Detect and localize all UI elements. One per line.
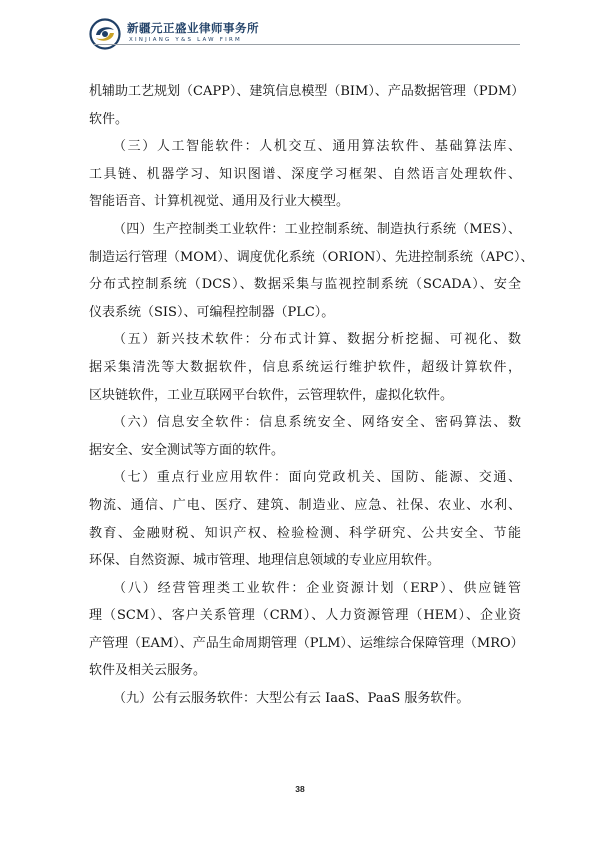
- text-line: 物流、通信、广电、医疗、建筑、制造业、应急、社保、农业、水利、: [89, 497, 521, 513]
- page-header: [89, 18, 519, 52]
- text-line: 产管理（EAM）、产品生命周期管理（PLM）、运维综合保障管理（MRO）: [89, 635, 524, 651]
- text-line: （四）生产控制类工业软件：工业控制系统、制造执行系统（MES）、: [113, 221, 521, 237]
- header-divider: [94, 44, 520, 45]
- text-line: 软件及相关云服务。: [89, 663, 207, 679]
- text-line: （五）新兴技术软件：分布式计算、数据分析挖掘、可视化、数: [113, 332, 521, 348]
- text-line: 理（SCM）、客户关系管理（CRM）、人力资源管理（HEM）、企业资: [89, 608, 521, 624]
- text-line: 软件。: [89, 111, 129, 127]
- text-line: （九）公有云服务软件：大型公有云 IaaS、PaaS 服务软件。: [113, 691, 470, 707]
- text-line: 工具链、机器学习、知识图谱、深度学习框架、自然语言处理软件、: [89, 166, 521, 182]
- text-line: 区块链软件，工业互联网平台软件，云管理软件，虚拟化软件。: [89, 387, 454, 403]
- law-firm-logo-icon: [89, 18, 121, 50]
- text-line: 分布式控制系统（DCS）、数据采集与监视控制系统（SCADA）、安全: [89, 277, 521, 293]
- firm-name-cn: 新疆元正盛业律师事务所: [127, 21, 259, 35]
- text-line: （六）信息安全软件：信息系统安全、网络安全、密码算法、数: [113, 415, 521, 431]
- text-line: 据采集清洗等大数据软件，信息系统运行维护软件，超级计算软件，: [89, 359, 521, 375]
- firm-name-en: XINJIANG Y&S LAW FIRM: [129, 37, 242, 43]
- text-line: 机辅助工艺规划（CAPP）、建筑信息模型（BIM）、产品数据管理（PDM）: [89, 84, 525, 99]
- text-line: 制造运行管理（MOM）、调度优化系统（ORION）、先进控制系统（APC）、: [89, 249, 534, 265]
- text-line: 环保、自然资源、城市管理、地理信息领域的专业应用软件。: [89, 553, 441, 569]
- text-line: （七）重点行业应用软件：面向党政机关、国防、能源、交通、: [113, 470, 521, 486]
- text-line: 仪表系统（SIS）、可编程控制器（PLC）。: [89, 304, 335, 320]
- text-line: 据安全、安全测试等方面的软件。: [89, 442, 285, 458]
- text-line: 智能语音、计算机视觉、通用及行业大模型。: [89, 194, 350, 210]
- page-number: 38: [295, 784, 305, 794]
- text-line: （八）经营管理类工业软件：企业资源计划（ERP）、供应链管: [113, 580, 521, 596]
- text-line: 教育、金融财税、知识产权、检验检测、科学研究、公共安全、节能: [89, 525, 521, 541]
- text-line: （三）人工智能软件：人机交互、通用算法软件、基础算法库、: [113, 139, 521, 155]
- document-body: [89, 78, 534, 713]
